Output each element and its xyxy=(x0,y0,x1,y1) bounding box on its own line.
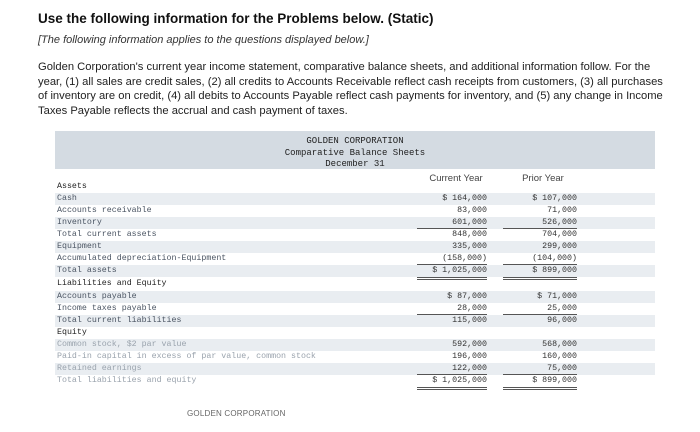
table-row xyxy=(55,327,655,339)
total-rule xyxy=(503,279,577,280)
problem-paragraph: Golden Corporation's current year income statement, comparative balance sheets, and additional information follow. For the year, (1) all sales are credit sales, (2) all credits to Accounts Receivable reflect cash receipts from customers, (3) all purchases of inventory are on credit, (4) all debits to Accounts Payable reflect cash payments for inventory, and (5) any change in Income Taxes Payable reflects the accrual and cash payment of taxes. xyxy=(38,61,663,117)
total-rule xyxy=(503,277,577,278)
row-label: Retained earnings xyxy=(57,364,142,373)
current-year-value: 848,000 xyxy=(452,230,487,239)
statement-title: Comparative Balance Sheets xyxy=(284,148,426,158)
current-year-value: 601,000 xyxy=(452,218,487,227)
row-label: Liabilities and Equity xyxy=(57,279,167,288)
total-rule xyxy=(503,264,577,265)
prior-year-value: 526,000 xyxy=(542,218,577,227)
row-label: Total assets xyxy=(57,266,117,275)
row-label: Equity xyxy=(57,328,87,337)
statement-date: December 31 xyxy=(325,159,385,169)
row-label: Total current liabilities xyxy=(57,316,182,325)
prior-year-value: $ 899,000 xyxy=(532,376,577,385)
row-label: Common stock, $2 par value xyxy=(57,340,187,349)
current-year-value: $ 1,025,000 xyxy=(432,266,487,275)
row-label: Accounts payable xyxy=(57,292,137,301)
current-year-value: 115,000 xyxy=(452,316,487,325)
prior-year-value: $ 899,000 xyxy=(532,266,577,275)
company-name: GOLDEN CORPORATION xyxy=(306,136,404,146)
total-rule xyxy=(417,228,487,229)
total-rule xyxy=(503,387,577,388)
table-row xyxy=(55,339,655,351)
prior-year-value: 568,000 xyxy=(542,340,577,349)
table-row xyxy=(55,265,655,277)
prior-year-value: 75,000 xyxy=(547,364,577,373)
prior-year-value: (104,000) xyxy=(532,254,577,263)
prior-year-value: 96,000 xyxy=(547,316,577,325)
current-year-value: 28,000 xyxy=(457,304,487,313)
prior-year-value: $ 71,000 xyxy=(537,292,577,301)
column-header-current: Current Year xyxy=(429,173,483,184)
row-label: Accumulated depreciation-Equipment xyxy=(57,254,227,263)
total-rule xyxy=(417,277,487,278)
row-label: Accounts receivable xyxy=(57,206,152,215)
table-row xyxy=(55,375,655,387)
row-label: Paid-in capital in excess of par value, common stock xyxy=(57,352,316,361)
total-rule xyxy=(503,389,577,390)
total-rule xyxy=(417,387,487,388)
table-row xyxy=(55,291,655,303)
row-label: Equipment xyxy=(57,242,102,251)
current-year-value: 592,000 xyxy=(452,340,487,349)
total-rule xyxy=(503,228,577,229)
current-year-value: 122,000 xyxy=(452,364,487,373)
prior-year-value: 704,000 xyxy=(542,230,577,239)
table-footer: GOLDEN CORPORATION xyxy=(187,409,286,418)
table-row xyxy=(55,241,655,253)
row-label: Income taxes payable xyxy=(57,304,157,313)
table-row xyxy=(55,193,655,205)
table-row xyxy=(55,181,655,193)
total-rule xyxy=(417,314,487,315)
instruction-note: [The following information applies to the questions displayed below.] xyxy=(38,34,369,46)
current-year-value: (158,000) xyxy=(442,254,487,263)
prior-year-value: 160,000 xyxy=(542,352,577,361)
prior-year-value: 71,000 xyxy=(547,206,577,215)
current-year-value: 196,000 xyxy=(452,352,487,361)
table-row xyxy=(55,351,655,363)
prior-year-value: 25,000 xyxy=(547,304,577,313)
total-rule xyxy=(417,374,487,375)
current-year-value: $ 164,000 xyxy=(442,194,487,203)
row-label: Cash xyxy=(57,194,77,203)
row-label: Total liabilities and equity xyxy=(57,376,197,385)
table-row xyxy=(55,315,655,327)
balance-sheet-table xyxy=(55,131,655,421)
total-rule xyxy=(503,374,577,375)
total-rule xyxy=(417,279,487,280)
row-label: Inventory xyxy=(57,218,102,227)
table-row xyxy=(55,205,655,217)
row-label: Total current assets xyxy=(57,230,157,239)
row-label: Assets xyxy=(57,182,87,191)
current-year-value: $ 87,000 xyxy=(447,292,487,301)
prior-year-value: $ 107,000 xyxy=(532,194,577,203)
page-heading: Use the following information for the Problems below. (Static) xyxy=(38,11,434,26)
current-year-value: 335,000 xyxy=(452,242,487,251)
current-year-value: $ 1,025,000 xyxy=(432,376,487,385)
current-year-value: 83,000 xyxy=(457,206,487,215)
total-rule xyxy=(417,264,487,265)
total-rule xyxy=(503,314,577,315)
table-row xyxy=(55,229,655,241)
column-header-prior: Prior Year xyxy=(522,173,564,184)
prior-year-value: 299,000 xyxy=(542,242,577,251)
total-rule xyxy=(417,389,487,390)
